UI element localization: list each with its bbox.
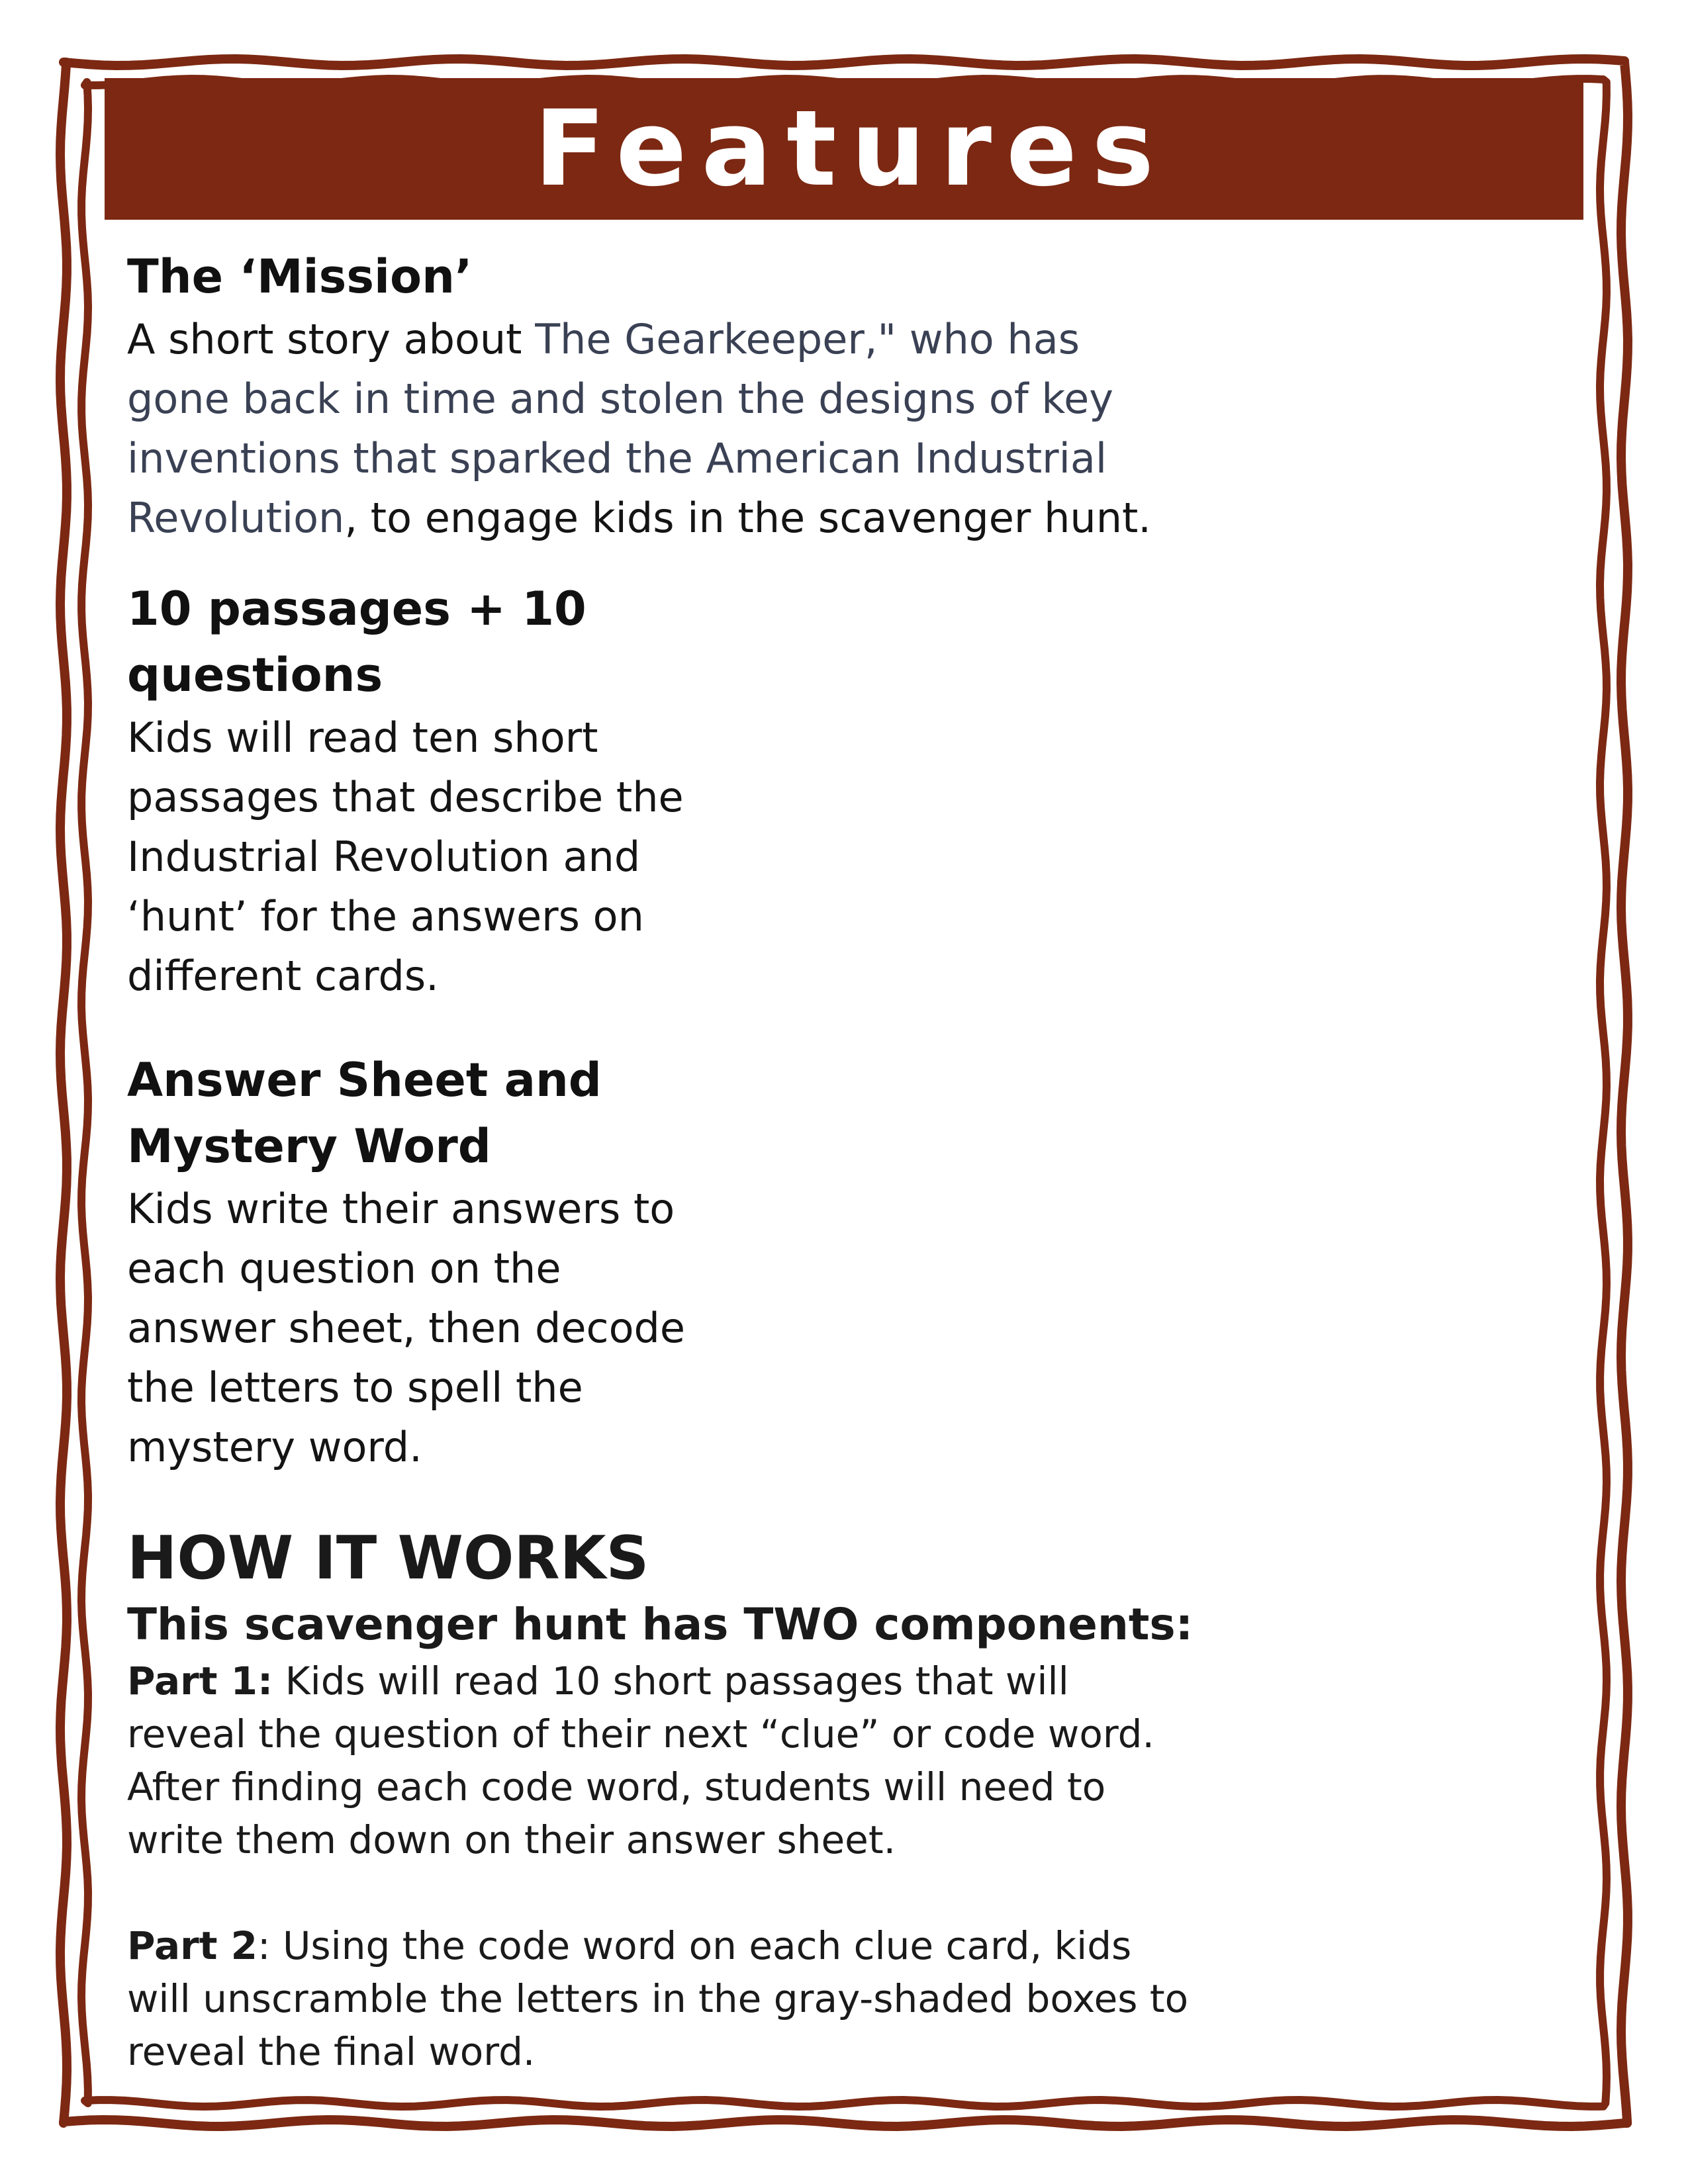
- answer-sheet-heading-line1: Answer Sheet and: [127, 1053, 602, 1107]
- part1-paragraph: [127, 1655, 1550, 1866]
- answer-sheet-body-line1: Kids write their answers to: [127, 1185, 675, 1233]
- passages-body-line2: passages that describe the: [127, 773, 684, 821]
- passages-section: [127, 576, 921, 1006]
- part2-paragraph: [127, 1919, 1550, 2078]
- mission-section: [127, 244, 1550, 548]
- how-it-works-title: HOW IT WORKS: [127, 1524, 649, 1593]
- mission-text: [127, 310, 1550, 548]
- passages-body-line4: ‘hunt’ for the answers on: [127, 892, 644, 940]
- part1-line2: reveal the question of their next “clue” or code word.: [127, 1711, 1154, 1756]
- how-it-works-subtitle: This scavenger hunt has TWO components:: [127, 1599, 1194, 1650]
- part1-label: Part 1:: [127, 1659, 273, 1704]
- part2-line2: will unscramble the letters in the gray-shaded boxes to: [127, 1976, 1189, 2021]
- answer-sheet-heading-line2: Mystery Word: [127, 1119, 491, 1173]
- answer-sheet-body-line3: answer sheet, then decode: [127, 1304, 686, 1352]
- banner-title: Features: [534, 88, 1169, 210]
- part1-line4: write them down on their answer sheet.: [127, 1817, 896, 1862]
- mission-story-line4: Revolution: [127, 494, 345, 542]
- mission-story-line2: gone back in time and stolen the designs of key: [127, 375, 1113, 423]
- answer-sheet-body-line2: each question on the: [127, 1244, 561, 1293]
- how-it-works-section: [127, 1522, 1550, 2078]
- mission-text-line1-start: A short story about: [127, 315, 536, 363]
- answer-sheet-body-line5: mystery word.: [127, 1423, 422, 1471]
- passages-heading-line2: questions: [127, 648, 383, 702]
- passages-heading-line1: 10 passages + 10: [127, 582, 586, 636]
- features-banner: [105, 78, 1583, 220]
- part1-line3: After finding each code word, students will need to: [127, 1764, 1106, 1809]
- mission-story-line3: inventions that sparked the American Industrial: [127, 434, 1107, 482]
- part1-line1: Kids will read 10 short passages that will: [273, 1659, 1069, 1704]
- mission-text-line4-end: , to engage kids in the scavenger hunt.: [344, 494, 1152, 542]
- part2-line3: reveal the final word.: [127, 2029, 536, 2074]
- passages-body-line3: Industrial Revolution and: [127, 833, 641, 881]
- mission-heading: The ‘Mission’: [127, 250, 473, 304]
- passages-body-line1: Kids will read ten short: [127, 713, 598, 762]
- part2-line1: : Using the code word on each clue card, kids: [257, 1923, 1132, 1968]
- passages-body-line5: different cards.: [127, 952, 439, 1000]
- mission-story-line1: The Gearkeeper," who has: [535, 315, 1080, 363]
- answer-sheet-section: [127, 1047, 921, 1477]
- part2-label: Part 2: [127, 1923, 258, 1968]
- answer-sheet-body-line4: the letters to spell the: [127, 1363, 583, 1412]
